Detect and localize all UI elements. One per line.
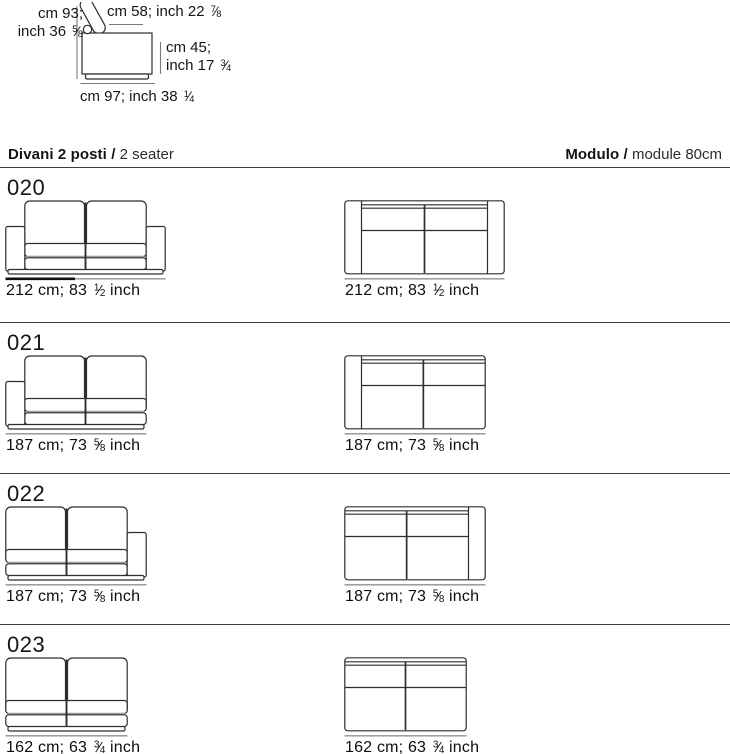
- height-cm-label: cm 93;: [37, 5, 83, 22]
- model-row-023: [0, 624, 730, 754]
- model-code: 021: [7, 330, 46, 355]
- front-view-drawing: [5, 355, 148, 444]
- section-header: [8, 146, 722, 166]
- front-dim-label: 187 cm; 73 $^5⁄_8$ inch: [6, 437, 141, 455]
- side-view-diagram: [10, 2, 240, 112]
- front-dim-label: 187 cm; 73 $^5⁄_8$ inch: [6, 588, 141, 606]
- sofa-plinth: [86, 74, 149, 79]
- top-view-drawing: [344, 506, 487, 595]
- row-divider: [0, 473, 730, 474]
- front-dim-label: 162 cm; 63 $^3⁄_4$ inch: [6, 739, 141, 754]
- section-title-primary: Divani 2 posti /: [8, 146, 116, 163]
- module-title: [565, 146, 722, 163]
- seat-height-cm-label: cm 45;: [166, 39, 212, 56]
- front-dim-label: 212 cm; 83 $^1⁄_2$ inch: [6, 282, 141, 300]
- section-title: [8, 146, 174, 163]
- top-view-drawing: [344, 355, 487, 444]
- row-divider: [0, 624, 730, 625]
- front-view-drawing: [5, 657, 129, 746]
- top-dim-label: 187 cm; 73 $^5⁄_8$ inch: [345, 437, 480, 455]
- top-dim-label: 212 cm; 83 $^1⁄_2$ inch: [345, 282, 480, 300]
- section-title-secondary: 2 seater: [115, 146, 174, 163]
- top-view-drawing: [344, 200, 506, 289]
- front-view-drawing: [5, 506, 148, 595]
- model-row-021: [0, 322, 730, 473]
- sofa-body: [82, 33, 152, 74]
- top-dim-label: 187 cm; 73 $^5⁄_8$ inch: [345, 588, 480, 606]
- model-row-020: [0, 167, 730, 322]
- height-inch-label: inch 36 $^5⁄_8$: [17, 23, 83, 40]
- model-row-022: [0, 473, 730, 624]
- top-view-drawing: [344, 657, 468, 746]
- model-code: 023: [7, 632, 46, 657]
- front-view-drawing: [5, 200, 167, 289]
- back-depth-label: cm 58; inch 22 $^7⁄_8$: [107, 3, 222, 20]
- model-code: 020: [7, 175, 46, 200]
- row-divider: [0, 167, 730, 168]
- hinge-circle: [83, 25, 91, 33]
- module-title-secondary: module 80cm: [627, 146, 722, 163]
- model-code: 022: [7, 481, 46, 506]
- module-title-primary: Modulo /: [565, 146, 628, 163]
- seat-height-inch-label: inch 17 $^3⁄_4$: [166, 57, 232, 74]
- total-depth-label: cm 97; inch 38 $^1⁄_4$: [80, 88, 195, 105]
- top-dim-label: 162 cm; 63 $^3⁄_4$ inch: [345, 739, 480, 754]
- row-divider: [0, 322, 730, 323]
